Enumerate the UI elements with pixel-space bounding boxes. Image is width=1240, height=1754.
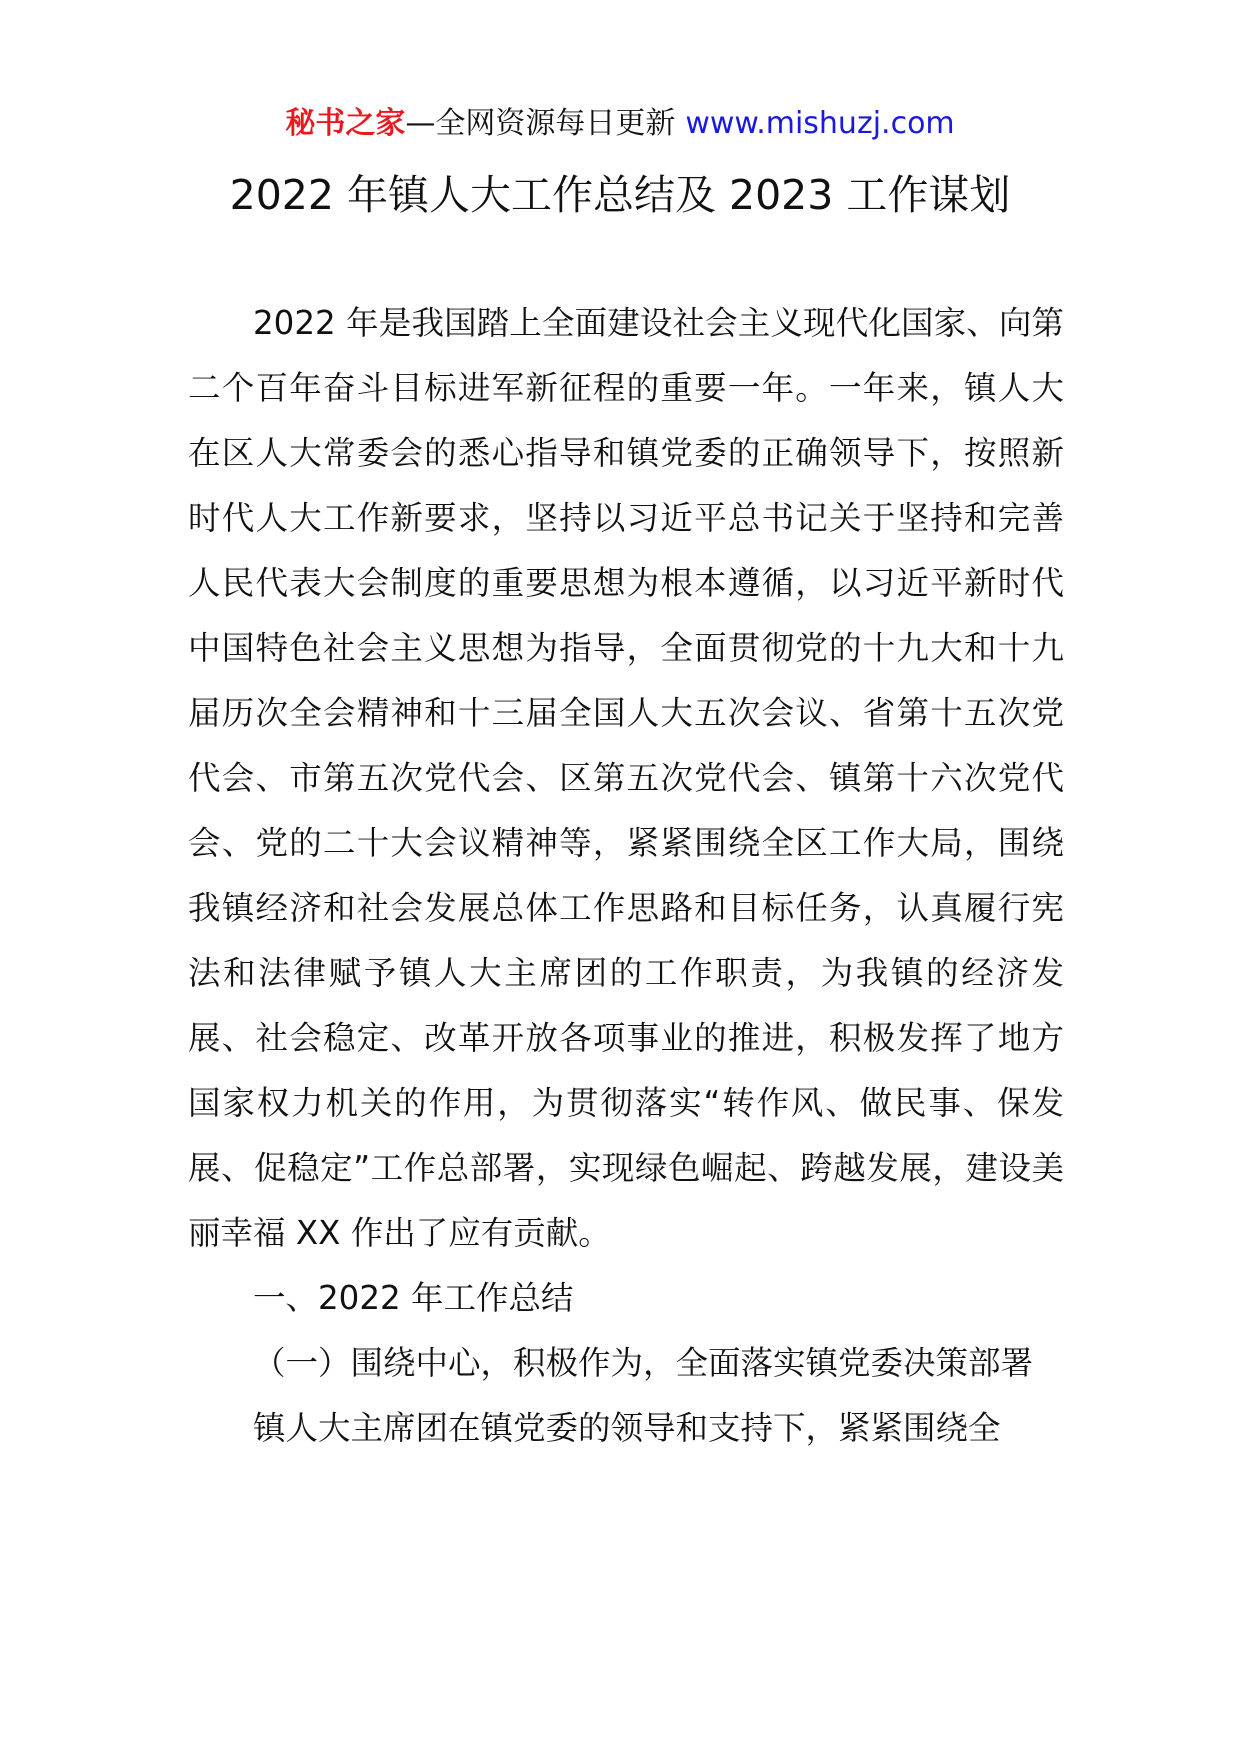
body-paragraph: 镇人大主席团在镇党委的领导和支持下，紧紧围绕全 — [253, 1409, 1001, 1447]
document-body — [188, 291, 1064, 1461]
header-tagline: —全网资源每日更新 — [405, 106, 676, 141]
site-url-link[interactable]: www.mishuzj.com — [685, 106, 955, 141]
document-title: 2022 年镇人大工作总结及 2023 工作谋划 — [229, 171, 1011, 219]
subsection-heading: （一）围绕中心，积极作为，全面落实镇党委决策部署 — [253, 1344, 1034, 1382]
section-heading: 一、2022 年工作总结 — [253, 1279, 574, 1317]
site-header — [0, 100, 1240, 148]
brand-name: 秘书之家 — [285, 106, 406, 141]
intro-paragraph: 2022 年是我国踏上全面建设社会主义现代化国家、向第二个百年奋斗目标进军新征程的重要一年。一年来，镇人大在区人大常委会的悉心指导和镇党委的正确领导下，按照新时代人大工作新要求，坚持以习近平总书记关于坚持和完善人民代表大会制度的重要思想为根本遵循，以习近平新时代中国特色社会主义思想为指导，全面贯彻党的十九大和十九届历次全会精神和十三届全国人大五次会议、省第十五次党代会、市第五次党代会、区第五次党代会、镇第十六次党代会、党的二十大会议精神等，紧紧围绕全区工作大局，围绕我镇经济和社会发展总体工作思路和目标任务，认真履行宪法和法律赋予镇人大主席团的工作职责，为我镇的经济发展、社会稳定、改革开放各项事业的推进，积极发挥了地方国家权力机关的作用，为贯彻落实“转作风、做民事、保发展、促稳定”工作总部署，实现绿色崛起、跨越发展，建设美丽幸福 XX 作出了应有贡献。 — [188, 304, 1064, 1252]
